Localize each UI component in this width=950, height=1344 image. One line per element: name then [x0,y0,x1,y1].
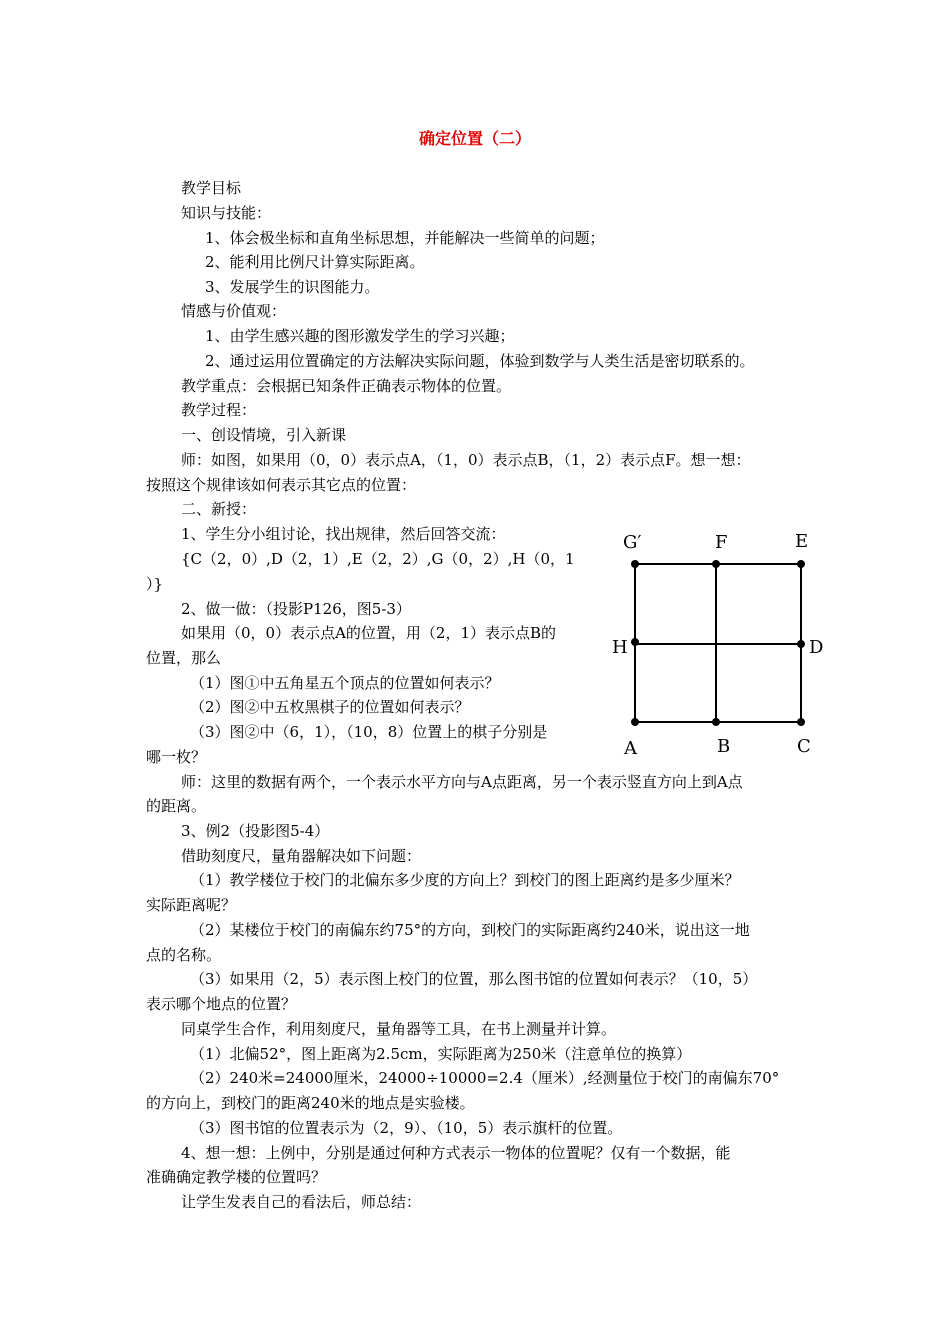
label-b: B [717,736,731,757]
point-d [797,640,805,648]
text-line: 师：如图，如果用（0，0）表示点A，（1，0）表示点B，（1，2）表示点F。想一想： [181,451,751,469]
text-line: 教学过程： [181,401,257,419]
text-line: 2、做一做：（投影P126，图5-3） [181,600,411,618]
text-line: 教学目标 [181,179,242,197]
label-c: C [797,736,811,757]
point-b [712,718,720,726]
text-line: 如果用（0，0）表示点A的位置，用（2，1）表示点B的 [181,624,557,642]
text-line: 同桌学生合作，利用刻度尺，量角器等工具，在书上测量并计算。 [181,1020,617,1038]
text-line: 一、创设情境，引入新课 [181,426,347,444]
text-line: 师：这里的数据有两个，一个表示水平方向与A点距离，另一个表示竖直方向上到A点 [181,773,743,791]
point-c [797,718,805,726]
text-line: 实际距离呢？ [146,896,237,914]
text-line: 4、想一想：上例中，分别是通过何种方式表示一物体的位置呢？仅有一个数据，能 [181,1144,731,1162]
label-e: E [795,531,809,552]
text-line: （3）图②中（6，1），（10，8）位置上的棋子分别是 [190,723,548,741]
point-g [631,560,639,568]
point-h [631,638,639,646]
text-line: 1、体会极坐标和直角坐标思想，并能解决一些简单的问题； [205,229,605,247]
text-line: ）} [146,575,164,593]
text-line: 3、例2（投影图5-4） [181,822,330,840]
text-line: 的距离。 [146,797,207,815]
text-line: 哪一枚？ [146,748,207,766]
text-line: 2、通过运用位置确定的方法解决实际问题，体验到数学与人类生活是密切联系的。 [205,352,755,370]
label-g: G′ [623,532,642,553]
text-line: （2）图②中五枚黑棋子的位置如何表示？ [190,698,470,716]
grid-figure [605,528,835,763]
text-line: 借助刻度尺，量角器解决如下问题： [181,847,422,865]
text-line: 知识与技能： [181,204,272,222]
text-line: 表示哪个地点的位置？ [146,995,297,1013]
text-line: 3、发展学生的识图能力。 [205,278,380,296]
grid-diagram [605,528,835,763]
text-line: 让学生发表自己的看法后，师总结： [181,1193,422,1211]
text-line: 位置，那么 [146,649,222,667]
text-line: （1）图①中五角星五个顶点的位置如何表示？ [190,674,500,692]
point-a [631,718,639,726]
text-line: （1）北偏52°，图上距离为2.5cm，实际距离为250米（注意单位的换算） [190,1045,692,1063]
text-line: 的方向上，到校门的距离240米的地点是实验楼。 [146,1094,475,1112]
point-f [712,560,720,568]
text-line: 2、能利用比例尺计算实际距离。 [205,253,425,271]
text-line: （3）如果用（2，5）表示图上校门的位置，那么图书馆的位置如何表示？（10，5） [190,970,758,988]
label-a: A [624,738,637,759]
text-line: （2）240米=24000厘米，24000÷10000=2.4（厘米）,经测量位于校门的南偏东70° [190,1069,780,1087]
label-d: D [809,637,824,658]
document-title: 确定位置（二） [418,129,531,148]
label-h: H [612,637,628,658]
text-line: 教学重点：会根据已知条件正确表示物体的位置。 [181,377,512,395]
text-line: 1、由学生感兴趣的图形激发学生的学习兴趣； [205,327,515,345]
point-e [797,560,805,568]
text-line: 1、学生分小组讨论，找出规律，然后回答交流： [181,525,506,543]
text-line: 按照这个规律该如何表示其它点的位置： [146,476,417,494]
text-line: 点的名称。 [146,946,222,964]
text-line: {C（2，0）,D（2，1）,E（2，2）,G（0，2）,H（0，1 [181,550,575,568]
text-line: 情感与价值观： [181,302,287,320]
text-line: 二、新授： [181,500,257,518]
text-line: 准确确定教学楼的位置吗？ [146,1168,327,1186]
label-f: F [715,532,728,553]
text-line: （2）某楼位于校门的南偏东约75°的方向，到校门的实际距离约240米，说出这一地 [190,921,750,939]
text-line: （3）图书馆的位置表示为（2，9）、（10，5）表示旗杆的位置。 [190,1119,623,1137]
text-line: （1）教学楼位于校门的北偏东多少度的方向上？到校门的图上距离约是多少厘米？ [190,871,740,889]
